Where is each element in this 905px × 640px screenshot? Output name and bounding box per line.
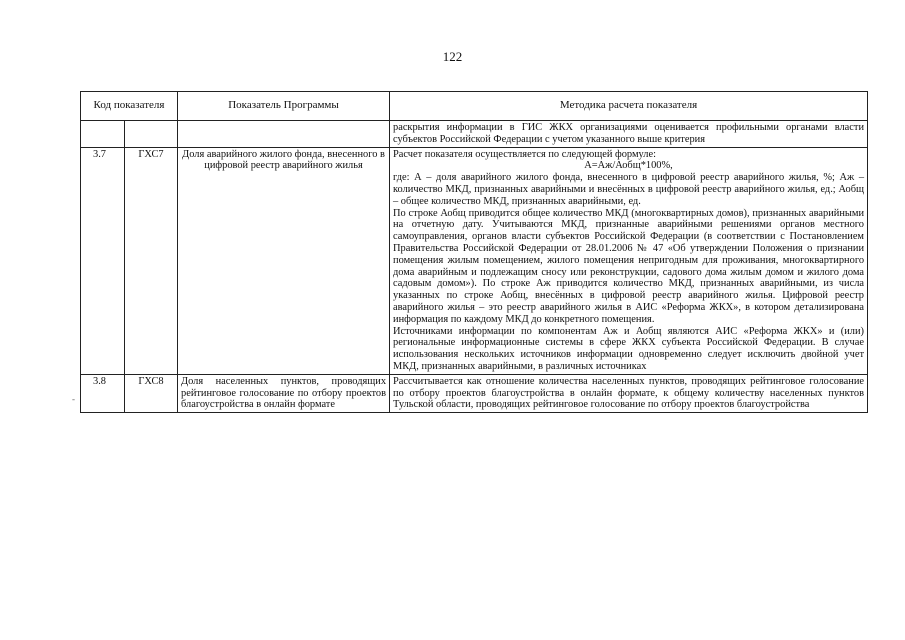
method-paragraph-1: По строке Аобщ приводится общее количество МКД (многоквартирных домов), признанных аварийными на отчетную дату. Учитываются МКД, признанные аварийными решениями органов местного самоуправления, органов власти субъектов Российской Федерации (в соответствии с Постановлением Правительства Российской Федерации от 28.01.2006 № 47 «Об утверждении Положения о признании помещения жилым помещением, жилого помещения непригодным для проживания, многоквартирного дома аварийным и подлежащим сносу или реконструкции, садового дома жилым домом и жилого дома садовым домом»). По строке Аж приводится количество МКД, признанных аварийными, из числа указанных по строке Аобщ, внесённых в цифровой реестр аварийного жилья. Цифровой реестр аварийного жилья – это реестр аварийного жилья в АИС «Реформа ЖКХ», в котором детализирована информация по каждому МКД до конкретного помещения. [393,207,865,325]
row-code: ГХС8 [125,374,178,412]
row-method [390,147,868,374]
empty-cell [125,121,178,148]
table-row-3-7 [81,147,868,374]
table-row-3-8 [81,374,868,412]
table-header-row [81,92,868,121]
empty-cell [178,121,390,148]
row-code: ГХС7 [125,147,178,374]
page-number: 122 [442,49,463,64]
method-formula: А=Аж/Аобщ*100%, [584,160,673,172]
header-indicator: Показатель Программы [178,92,390,121]
indicators-table [80,91,868,413]
row-method [390,374,868,412]
row-number: 3.7 [81,147,125,374]
row-number: 3.8 [81,374,125,412]
method-intro: Расчет показателя осуществляется по следующей формуле: [393,148,656,160]
method-text: Рассчитывается как отношение количества населенных пунктов, проводящих рейтинговое голосование по отбору проектов благоустройства в онлайн формате, к общему количеству населенных пунктов Тульской области, проводящих рейтинговое голосование по отбору проектов благоустройства [393,375,865,411]
margin-mark: - [72,394,75,404]
empty-cell [81,121,125,148]
row-indicator: Доля аварийного жилого фонда, внесенного в цифровой реестр аварийного жилья [178,147,390,374]
method-paragraph-2: Источниками информации по компонентам Аж и Аобщ являются АИС «Реформа ЖКХ» и (или) региональные информационные системы в сфере ЖКХ субъекта Российской Федерации. В случае использования нескольких источников информации одновременно следует исключить двойной учет МКД, признанных аварийными, в различных источниках [393,325,865,372]
method-continuation: раскрытия информации в ГИС ЖКХ организациями оценивается профильными органами власти субъектов Российской Федерации с учетом указанного выше критерия [390,121,868,148]
table-row-continuation [81,121,868,148]
row-indicator: Доля населенных пунктов, проводящих рейтинговое голосование по отбору проектов благоустройства в онлайн формате [178,374,390,412]
method-where: где: А – доля аварийного жилого фонда, внесенного в цифровой реестр аварийного жилья, %; Аж – количество МКД, признанных аварийными и внесённых в цифровой реестр аварийного жилья, ед.; Аобщ – общее количество МКД, признанных аварийными, ед. [393,172,865,207]
header-method: Методика расчета показателя [390,92,868,121]
header-code: Код показателя [81,92,178,121]
